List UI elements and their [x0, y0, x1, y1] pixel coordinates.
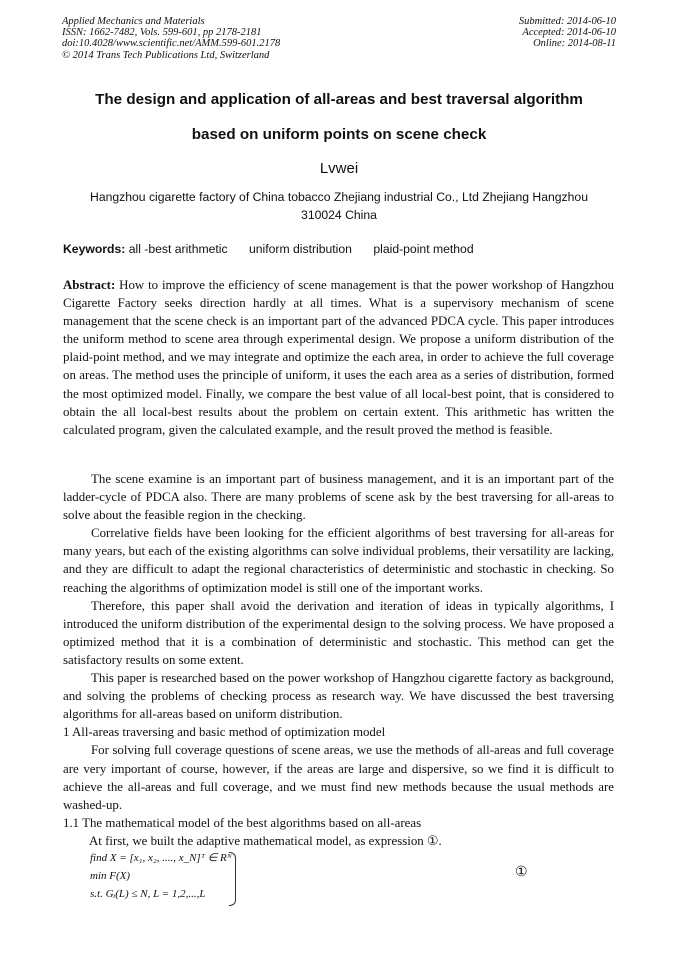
formula-line: find X = [x₁, x₂, ...., x_N]ᵀ ∈ Rᴺ — [90, 852, 232, 864]
author-name: Lvwei — [319, 160, 359, 177]
keyword: all -best arithmetic — [128, 242, 228, 256]
keywords-label: Keywords: — [63, 242, 126, 256]
paragraph: At first, we built the adaptive mathematical model, as expression ①. — [89, 833, 442, 848]
keyword: uniform distribution — [248, 242, 352, 256]
subsection-heading: 1.1 The mathematical model of the best algorithms based on all-areas — [63, 815, 422, 830]
formula-brace — [229, 852, 236, 906]
equation-number: ① — [515, 865, 528, 880]
journal-copyright: © 2014 Trans Tech Publications Ltd, Switzerland — [62, 49, 270, 61]
paragraph: This paper is researched based on the power workshop of Hangzhou cigarette factory as background, and solving the problems of checking process as research way. We have discussed the best traversing algorithms for all-areas based on uniform distribution. — [63, 671, 614, 722]
paragraph: The scene examine is an important part of business management, and it is an important part of the ladder-cycle of PDCA also. There are many problems of scene ask by the best traversing for all-areas to solve about the feasible region in the checking. — [63, 472, 614, 523]
submitted-date: Submitted: 2014-06-10 — [518, 16, 616, 27]
section-heading: 1 All-areas traversing and basic method of optimization model — [63, 725, 386, 740]
formula-line: min F(X) — [90, 870, 131, 882]
paper-title-line1: The design and application of all-areas and best traversal algorithm — [95, 91, 583, 108]
paper-title-line2: based on uniform points on scene check — [191, 126, 487, 143]
journal-doi: doi:10.4028/www.scientific.net/AMM.599-601.2178 — [62, 38, 281, 50]
affiliation — [70, 189, 608, 224]
optimization-formula — [90, 849, 250, 903]
affiliation-line1: Hangzhou cigarette factory of China tobacco Zhejiang industrial Co., Ltd Zhejiang Hangzhou — [90, 190, 588, 204]
formula-line: s.t. Gᵢ(L) ≤ N, L = 1,2,...,L — [90, 888, 206, 900]
keyword: plaid-point method — [373, 242, 474, 256]
paragraph: Therefore, this paper shall avoid the derivation and iteration of ideas in typically algorithms, I introduced the uniform distribution of the experimental design to the solving process. We have proposed a optimized method that it is a combination of deterministic and stochastic. This method can get the satisfactory results on some extent. — [63, 598, 614, 667]
journal-name: Applied Mechanics and Materials — [62, 16, 205, 27]
journal-issn: ISSN: 1662-7482, Vols. 599-601, pp 2178-2181 — [62, 27, 262, 39]
abstract — [63, 276, 614, 439]
paragraph: Correlative fields have been looking for the efficient algorithms of best traversing for all-areas for many years, but each of the existing algorithms can solve individual problems, their versatility are lacking, and they are difficult to adapt the regional characteristics of deterministic and stochastic in checking. So reaching the algorithms of optimization model is still one of the important works. — [63, 526, 614, 595]
keywords — [63, 241, 492, 257]
abstract-text: How to improve the efficiency of scene management is that the power workshop of Hangzhou Cigarette Factory seeks direction hardly at all times. What is a supervisory mechanism of scene management that the scene check is an important part of the advanced PDCA cycle. This paper introduces the uniform method to scene area through experimental design. We propose a uniform distribution of the plaid-point method, and we may integrate and optimize the each area, in order to achieve the full coverage on areas. The method uses the principle of uniform, it uses the each area as a series of distribution, formed the most optimized model. Finally, we compare the best value of all local-best point, that is considered to obtain the all local-best results about the problem on certain extent. This arithmetic has written the calculated program, given the calculated example, and the result proved the method is feasible. — [63, 278, 614, 437]
paragraph: For solving full coverage questions of scene areas, we use the methods of all-areas and full coverage are very important of course, however, if the areas are large and dispersive, so we find it is difficult to achieve the all-areas and full coverage, and we must find new methods because the usual methods are washed-up. — [63, 743, 614, 812]
journal-header — [62, 16, 392, 61]
accepted-date: Accepted: 2014-06-10 — [522, 27, 616, 39]
affiliation-line2: 310024 China — [301, 207, 377, 222]
body-text — [63, 470, 614, 850]
online-date: Online: 2014-08-11 — [533, 38, 616, 50]
abstract-label: Abstract: — [63, 278, 116, 292]
dates-header — [416, 16, 616, 50]
